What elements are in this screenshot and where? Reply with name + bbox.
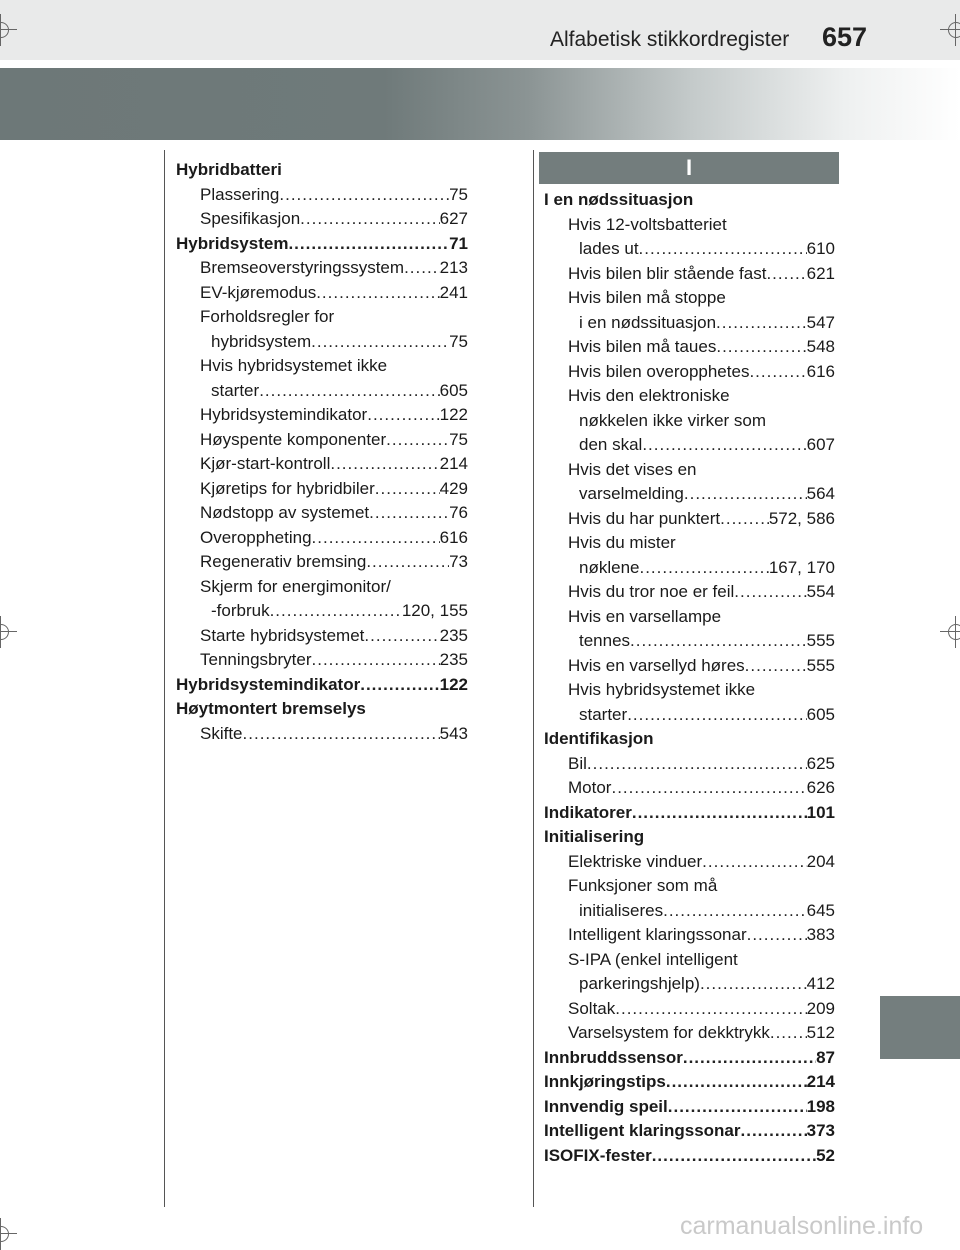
index-entry bbox=[176, 354, 468, 379]
index-entry bbox=[544, 1144, 835, 1169]
index-entry-term: Plassering bbox=[200, 184, 280, 204]
index-entry bbox=[176, 648, 468, 673]
dot-leader bbox=[611, 776, 806, 801]
index-entry bbox=[544, 262, 835, 287]
index-entry-page: 555 bbox=[806, 655, 835, 675]
index-entry-term: Motor bbox=[568, 778, 612, 797]
index-entry bbox=[544, 433, 835, 458]
index-entry bbox=[176, 207, 468, 232]
index-entry-page: 616 bbox=[439, 527, 468, 547]
watermark: carmanualsonline.info bbox=[680, 1212, 924, 1240]
index-entry-page: 627 bbox=[439, 209, 468, 228]
index-entry-page: 625 bbox=[806, 753, 835, 773]
dot-leader bbox=[259, 379, 439, 404]
index-entry bbox=[544, 948, 835, 973]
index-entry-term: S-IPA (enkel intelligent bbox=[568, 949, 738, 969]
index-entry-page: 429 bbox=[439, 478, 468, 498]
index-entry bbox=[544, 752, 835, 777]
index-entry-term: Intelligent klaringssonar bbox=[568, 925, 747, 944]
index-entry-term: starter bbox=[211, 380, 260, 400]
index-entry-term: Overoppheting bbox=[200, 527, 312, 547]
index-entry-term: Hvis den elektroniske bbox=[568, 386, 730, 405]
index-entry bbox=[544, 727, 835, 752]
dot-leader bbox=[663, 899, 807, 924]
index-entry-page: 383 bbox=[806, 925, 835, 944]
index-entry bbox=[544, 1070, 835, 1095]
index-entry-term: Funksjoner som må bbox=[568, 876, 718, 895]
index-entry-page: 626 bbox=[806, 778, 835, 797]
dot-leader bbox=[386, 428, 449, 453]
index-entry-term: tennes bbox=[579, 631, 631, 650]
index-entry bbox=[544, 1046, 835, 1071]
index-entry bbox=[544, 801, 835, 826]
index-entry-page: 645 bbox=[806, 900, 835, 920]
index-entry bbox=[544, 286, 835, 311]
index-entry-term: Hvis bilen blir stående fast bbox=[568, 263, 767, 283]
index-entry-term: Hybridbatteri bbox=[176, 160, 282, 179]
index-entry-page: 71 bbox=[449, 233, 468, 253]
dot-leader bbox=[360, 673, 439, 698]
index-entry bbox=[544, 874, 835, 899]
dot-leader bbox=[367, 403, 439, 428]
index-entry bbox=[176, 183, 468, 208]
index-entry bbox=[544, 213, 835, 238]
index-entry-page: 73 bbox=[449, 552, 468, 571]
index-entry-term: Intelligent klaringssonar bbox=[544, 1121, 741, 1140]
dot-leader bbox=[683, 1046, 816, 1071]
index-entry-term: Hvis hybridsystemet ikke bbox=[568, 680, 756, 699]
index-entry-term: Hvis du mister bbox=[568, 533, 676, 552]
index-entry-term: Hvis bilen må stoppe bbox=[568, 288, 726, 307]
index-entry-term: lades ut bbox=[579, 239, 639, 258]
index-entry-page: 548 bbox=[806, 337, 835, 356]
dot-leader bbox=[741, 1119, 807, 1144]
dot-leader bbox=[288, 232, 449, 257]
index-entry-term: Hybridsystem bbox=[176, 233, 289, 253]
index-entry-term: hybridsystem bbox=[211, 331, 312, 351]
index-entry-page: 167, 170 bbox=[768, 557, 835, 577]
header-title: Alfabetisk stikkordregister bbox=[550, 28, 790, 51]
index-entry-term: Hvis bilen må taues bbox=[568, 337, 717, 356]
registration-mark-top-right bbox=[944, 18, 960, 42]
index-entry bbox=[176, 403, 468, 428]
dot-leader bbox=[639, 556, 768, 581]
index-entry-term: ISOFIX-fester bbox=[544, 1145, 652, 1165]
index-entry-page: 198 bbox=[806, 1096, 835, 1116]
dot-leader bbox=[652, 1144, 816, 1169]
index-entry-term: Hvis du tror noe er feil bbox=[568, 582, 735, 601]
chapter-tab bbox=[880, 996, 960, 1059]
dot-leader bbox=[716, 335, 806, 360]
index-entry-term: Hvis en varsellyd høres bbox=[568, 655, 745, 675]
header-band bbox=[0, 0, 960, 60]
dot-leader bbox=[668, 1095, 807, 1120]
index-entry bbox=[176, 281, 468, 306]
index-entry bbox=[544, 580, 835, 605]
registration-mark-mid-right bbox=[944, 620, 960, 644]
index-entry bbox=[544, 629, 835, 654]
index-entry bbox=[544, 335, 835, 360]
index-entry bbox=[544, 531, 835, 556]
dot-leader bbox=[369, 501, 449, 526]
index-entry-term: Regenerativ bremsing bbox=[200, 552, 367, 571]
index-entry-page: 204 bbox=[806, 851, 835, 871]
dot-leader bbox=[627, 703, 806, 728]
index-entry-page: 235 bbox=[439, 625, 468, 645]
index-entry bbox=[544, 409, 835, 434]
dot-leader bbox=[747, 923, 807, 948]
index-column-right bbox=[544, 155, 835, 1168]
index-entry-term: parkeringshjelp) bbox=[579, 974, 700, 993]
dot-leader bbox=[330, 452, 439, 477]
registration-mark-mid-left bbox=[0, 620, 13, 644]
index-entry-term: Kjøretips for hybridbiler bbox=[200, 478, 375, 498]
index-entry bbox=[176, 599, 468, 624]
index-entry bbox=[176, 477, 468, 502]
dot-leader bbox=[404, 256, 440, 281]
index-entry bbox=[544, 482, 835, 507]
index-entry-page: 605 bbox=[439, 380, 468, 400]
index-entry-page: 547 bbox=[806, 312, 835, 332]
index-entry bbox=[544, 899, 835, 924]
index-entry-page: 101 bbox=[806, 802, 835, 822]
section-letter-header: I bbox=[539, 152, 839, 184]
index-entry-page: 373 bbox=[806, 1121, 835, 1140]
index-entry-term: Bremseoverstyringssystem bbox=[200, 258, 405, 277]
dot-leader bbox=[745, 654, 807, 679]
index-entry-page: 605 bbox=[806, 704, 835, 724]
index-entry bbox=[544, 384, 835, 409]
dot-leader bbox=[243, 722, 440, 747]
index-entry-term: Skifte bbox=[200, 723, 243, 743]
dot-leader bbox=[734, 580, 806, 605]
index-entry-term: Hvis bilen overopphetes bbox=[568, 361, 750, 381]
index-entry-page: 235 bbox=[439, 650, 468, 669]
index-entry-term: initialiseres bbox=[579, 900, 664, 920]
index-entry bbox=[544, 237, 835, 262]
index-entry bbox=[176, 305, 468, 330]
index-entry-page: 213 bbox=[439, 258, 468, 277]
index-entry-page: 214 bbox=[439, 454, 468, 473]
index-entry bbox=[544, 360, 835, 385]
dot-leader bbox=[684, 482, 807, 507]
index-entry-term: Skjerm for energimonitor/ bbox=[200, 576, 391, 596]
dot-leader bbox=[375, 477, 440, 502]
index-entry-term: i en nødssituasjon bbox=[579, 312, 717, 332]
index-entry-term: Innbruddssensor bbox=[544, 1047, 683, 1067]
dot-leader bbox=[766, 262, 806, 287]
dot-leader bbox=[630, 629, 807, 654]
index-entry bbox=[544, 188, 835, 213]
index-entry-term: Høyspente komponenter bbox=[200, 429, 387, 449]
index-entry bbox=[544, 458, 835, 483]
index-entry-page: 610 bbox=[806, 239, 835, 258]
index-entry bbox=[176, 158, 468, 183]
index-entry-page: 75 bbox=[449, 331, 468, 351]
index-entry-page: 75 bbox=[449, 184, 468, 204]
registration-mark-bottom-left bbox=[0, 1222, 13, 1246]
index-entry-term: Hvis hybridsystemet ikke bbox=[200, 356, 388, 375]
column-divider-right bbox=[533, 150, 534, 1207]
index-entry-term: EV-kjøremodus bbox=[200, 282, 317, 302]
index-entry-term: starter bbox=[579, 704, 628, 724]
index-entry-page: 572, 586 bbox=[768, 508, 835, 528]
dot-leader bbox=[270, 599, 402, 624]
index-entry bbox=[544, 1095, 835, 1120]
index-entry-term: Forholdsregler for bbox=[200, 307, 335, 326]
dot-leader bbox=[770, 1021, 807, 1046]
index-entry-page: 607 bbox=[806, 435, 835, 454]
index-entry-term: den skal bbox=[579, 435, 643, 454]
dot-leader bbox=[366, 550, 449, 575]
index-entry-page: 209 bbox=[806, 998, 835, 1018]
index-entry-term: Initialisering bbox=[544, 827, 645, 846]
index-entry bbox=[176, 452, 468, 477]
dot-leader bbox=[720, 507, 769, 532]
dot-leader bbox=[615, 997, 806, 1022]
index-entry-term: Hvis du har punktert bbox=[568, 508, 721, 528]
index-entry-page: 564 bbox=[806, 484, 835, 503]
dot-leader bbox=[700, 972, 807, 997]
index-entry-page: 616 bbox=[806, 361, 835, 381]
dot-leader bbox=[749, 360, 806, 385]
index-entry-term: Høytmontert bremselys bbox=[176, 699, 366, 718]
index-entry bbox=[176, 575, 468, 600]
index-entry-page: 122 bbox=[439, 405, 468, 424]
index-entry-term: Bil bbox=[568, 753, 587, 773]
dot-leader bbox=[279, 183, 449, 208]
index-entry-page: 555 bbox=[806, 631, 835, 650]
index-entry-page: 214 bbox=[806, 1072, 835, 1091]
index-entry bbox=[544, 972, 835, 997]
index-entry bbox=[544, 923, 835, 948]
index-entry bbox=[176, 526, 468, 551]
index-entry bbox=[176, 550, 468, 575]
index-entry bbox=[544, 654, 835, 679]
index-entry bbox=[176, 428, 468, 453]
index-entry-page: 52 bbox=[816, 1145, 835, 1165]
index-entry-term: Soltak bbox=[568, 998, 616, 1018]
index-entry-term: I en nødssituasjon bbox=[544, 190, 694, 209]
index-entry bbox=[544, 1021, 835, 1046]
index-entry bbox=[544, 825, 835, 850]
index-entry bbox=[544, 311, 835, 336]
index-entry bbox=[544, 776, 835, 801]
index-entry bbox=[544, 997, 835, 1022]
index-entry-term: Varselsystem for dekktrykk bbox=[568, 1023, 770, 1042]
index-entry bbox=[544, 556, 835, 581]
index-entry bbox=[176, 697, 468, 722]
index-entry-page: 75 bbox=[449, 429, 468, 449]
dot-leader bbox=[666, 1070, 807, 1095]
index-entry bbox=[176, 673, 468, 698]
index-entry-page: 554 bbox=[806, 582, 835, 601]
index-entry-term: Hybridsystemindikator bbox=[176, 674, 361, 694]
header-gradient-bar bbox=[0, 68, 960, 140]
dot-leader bbox=[642, 433, 806, 458]
index-entry-term: Tenningsbryter bbox=[200, 650, 312, 669]
index-entry-term: Starte hybridsystemet bbox=[200, 625, 365, 645]
index-entry-term: Hvis 12-voltsbatteriet bbox=[568, 214, 727, 234]
index-entry bbox=[544, 605, 835, 630]
index-entry-page: 122 bbox=[439, 674, 468, 694]
index-entry-term: Indikatorer bbox=[544, 802, 632, 822]
index-entry-page: 412 bbox=[806, 974, 835, 993]
index-entry-term: Hvis det vises en bbox=[568, 459, 697, 479]
index-entry bbox=[544, 1119, 835, 1144]
index-entry-term: Kjør-start-kontroll bbox=[200, 454, 331, 473]
index-entry bbox=[544, 678, 835, 703]
dot-leader bbox=[312, 526, 440, 551]
dot-leader bbox=[716, 311, 807, 336]
index-entry-term: nøklene bbox=[579, 557, 640, 577]
dot-leader bbox=[632, 801, 807, 826]
index-entry-term: Identifikasjon bbox=[544, 729, 654, 748]
index-entry bbox=[176, 330, 468, 355]
index-entry bbox=[176, 232, 468, 257]
index-entry bbox=[176, 379, 468, 404]
index-entry-term: Hvis en varsellampe bbox=[568, 606, 722, 626]
index-entry-page: 241 bbox=[439, 282, 468, 302]
column-divider-left bbox=[164, 150, 165, 1207]
dot-leader bbox=[639, 237, 807, 262]
index-entry-term: Spesifikasjon bbox=[200, 209, 301, 228]
index-entry-term: nøkkelen ikke virker som bbox=[579, 410, 767, 430]
index-entry-term: Innkjøringstips bbox=[544, 1072, 666, 1091]
dot-leader bbox=[300, 207, 439, 232]
dot-leader bbox=[312, 648, 440, 673]
index-entry-term: Innvendig speil bbox=[544, 1096, 668, 1116]
index-entry-term: Elektriske vinduer bbox=[568, 851, 703, 871]
index-entry-term: Nødstopp av systemet bbox=[200, 503, 370, 522]
index-column-left bbox=[176, 158, 468, 746]
index-entry-page: 512 bbox=[806, 1023, 835, 1042]
index-entry-page: 120, 155 bbox=[401, 601, 468, 620]
index-entry bbox=[176, 624, 468, 649]
index-entry-page: 87 bbox=[816, 1047, 835, 1067]
page-number: 657 bbox=[822, 22, 868, 52]
dot-leader bbox=[587, 752, 807, 777]
index-entry-page: 543 bbox=[439, 723, 468, 743]
index-entry bbox=[544, 703, 835, 728]
index-entry bbox=[544, 850, 835, 875]
dot-leader bbox=[364, 624, 439, 649]
dot-leader bbox=[316, 281, 439, 306]
registration-mark-top-left bbox=[0, 18, 13, 42]
index-entry bbox=[176, 256, 468, 281]
dot-leader bbox=[311, 330, 449, 355]
index-entry-term: varselmelding bbox=[579, 484, 684, 503]
index-entry bbox=[176, 501, 468, 526]
index-entry-page: 621 bbox=[806, 263, 835, 283]
index-entry-page: 76 bbox=[449, 503, 468, 522]
index-entry bbox=[544, 507, 835, 532]
index-entry-term: Hybridsystemindikator bbox=[200, 405, 368, 424]
index-entry-term: -forbruk bbox=[211, 601, 270, 620]
index-entry bbox=[176, 722, 468, 747]
dot-leader bbox=[702, 850, 806, 875]
